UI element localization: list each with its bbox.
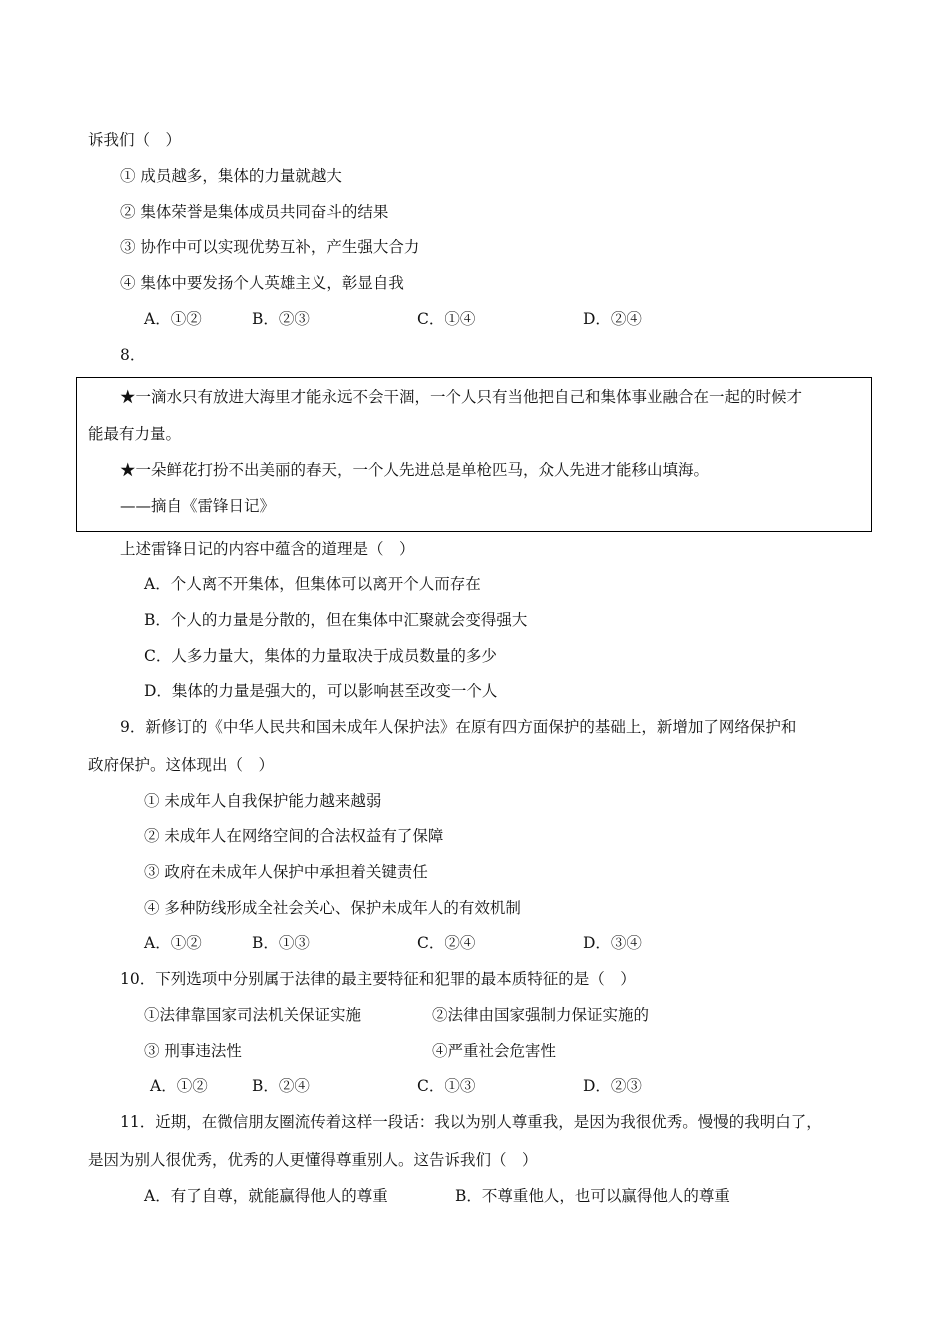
q8-choice-c: C．人多力量大，集体的力量取决于成员数量的多少 xyxy=(144,647,497,665)
q11-stem-line-1: 11．近期，在微信朋友圈流传着这样一段话：我以为别人尊重我，是因为我很优秀。慢慢的我明白了， xyxy=(120,1113,822,1131)
q7-option-1: ① 成员越多，集体的力量就越大 xyxy=(120,167,342,185)
q9-option-1: ① 未成年人自我保护能力越来越弱 xyxy=(144,792,382,810)
q10-choice-c: C．①③ xyxy=(417,1077,476,1095)
q10-choice-a: A．①② xyxy=(150,1077,208,1095)
q9-choice-b: B．①③ xyxy=(252,934,310,952)
q8-stem: 上述雷锋日记的内容中蕴含的道理是（ ） xyxy=(120,540,415,558)
q9-stem-line-1: 9．新修订的《中华人民共和国未成年人保护法》在原有四方面保护的基础上，新增加了网络保护和 xyxy=(120,718,797,736)
q9-choice-d: D．③④ xyxy=(583,934,642,952)
q10-option-3: ③ 刑事违法性 xyxy=(144,1042,242,1060)
q8-choice-a: A．个人离不开集体，但集体可以离开个人而存在 xyxy=(144,575,481,593)
q8-quote-line-1: ★一滴水只有放进大海里才能永远不会干涸，一个人只有当他把自己和集体事业融合在一起的时候才 xyxy=(120,388,803,406)
q9-option-2: ② 未成年人在网络空间的合法权益有了保障 xyxy=(144,827,444,845)
q9-option-3: ③ 政府在未成年人保护中承担着关键责任 xyxy=(144,863,428,881)
q9-stem-line-2: 政府保护。这体现出（ ） xyxy=(88,756,275,774)
q7-option-3: ③ 协作中可以实现优势互补，产生强大合力 xyxy=(120,238,420,256)
q7-option-4: ④ 集体中要发扬个人英雄主义，彰显自我 xyxy=(120,274,404,292)
q8-quote-line-2: 能最有力量。 xyxy=(88,425,182,443)
q11-choice-b: B．不尊重他人，也可以赢得他人的尊重 xyxy=(455,1187,730,1205)
q11-choice-a: A．有了自尊，就能赢得他人的尊重 xyxy=(144,1187,388,1205)
q7-choice-d: D．②④ xyxy=(583,310,642,328)
q8-choice-d: D．集体的力量是强大的，可以影响甚至改变一个人 xyxy=(144,682,498,700)
q7-choice-c: C．①④ xyxy=(417,310,476,328)
q9-option-4: ④ 多种防线形成全社会关心、保护未成年人的有效机制 xyxy=(144,899,521,917)
q8-quote-line-3: ★一朵鲜花打扮不出美丽的春天，一个人先进总是单枪匹马，众人先进才能移山填海。 xyxy=(120,461,710,479)
q8-choice-b: B．个人的力量是分散的，但在集体中汇聚就会变得强大 xyxy=(144,611,528,629)
q8-quote-source: ——摘自《雷锋日记》 xyxy=(120,497,276,515)
q10-stem: 10．下列选项中分别属于法律的最主要特征和犯罪的最本质特征的是（ ） xyxy=(120,970,636,988)
q7-stem-tail: 诉我们（ ） xyxy=(88,131,182,149)
q7-choice-b: B．②③ xyxy=(252,310,310,328)
q9-choice-c: C．②④ xyxy=(417,934,476,952)
q10-option-2: ②法律由国家强制力保证实施的 xyxy=(432,1006,650,1024)
q10-choice-b: B．②④ xyxy=(252,1077,310,1095)
q9-choice-a: A．①② xyxy=(144,934,202,952)
q11-stem-line-2: 是因为别人很优秀，优秀的人更懂得尊重别人。这告诉我们（ ） xyxy=(88,1151,538,1169)
q10-choice-d: D．②③ xyxy=(583,1077,642,1095)
q7-choice-a: A．①② xyxy=(144,310,202,328)
q10-option-4: ④严重社会危害性 xyxy=(432,1042,557,1060)
q7-option-2: ② 集体荣誉是集体成员共同奋斗的结果 xyxy=(120,203,389,221)
q10-option-1: ①法律靠国家司法机关保证实施 xyxy=(144,1006,362,1024)
q8-number: 8． xyxy=(120,346,146,364)
